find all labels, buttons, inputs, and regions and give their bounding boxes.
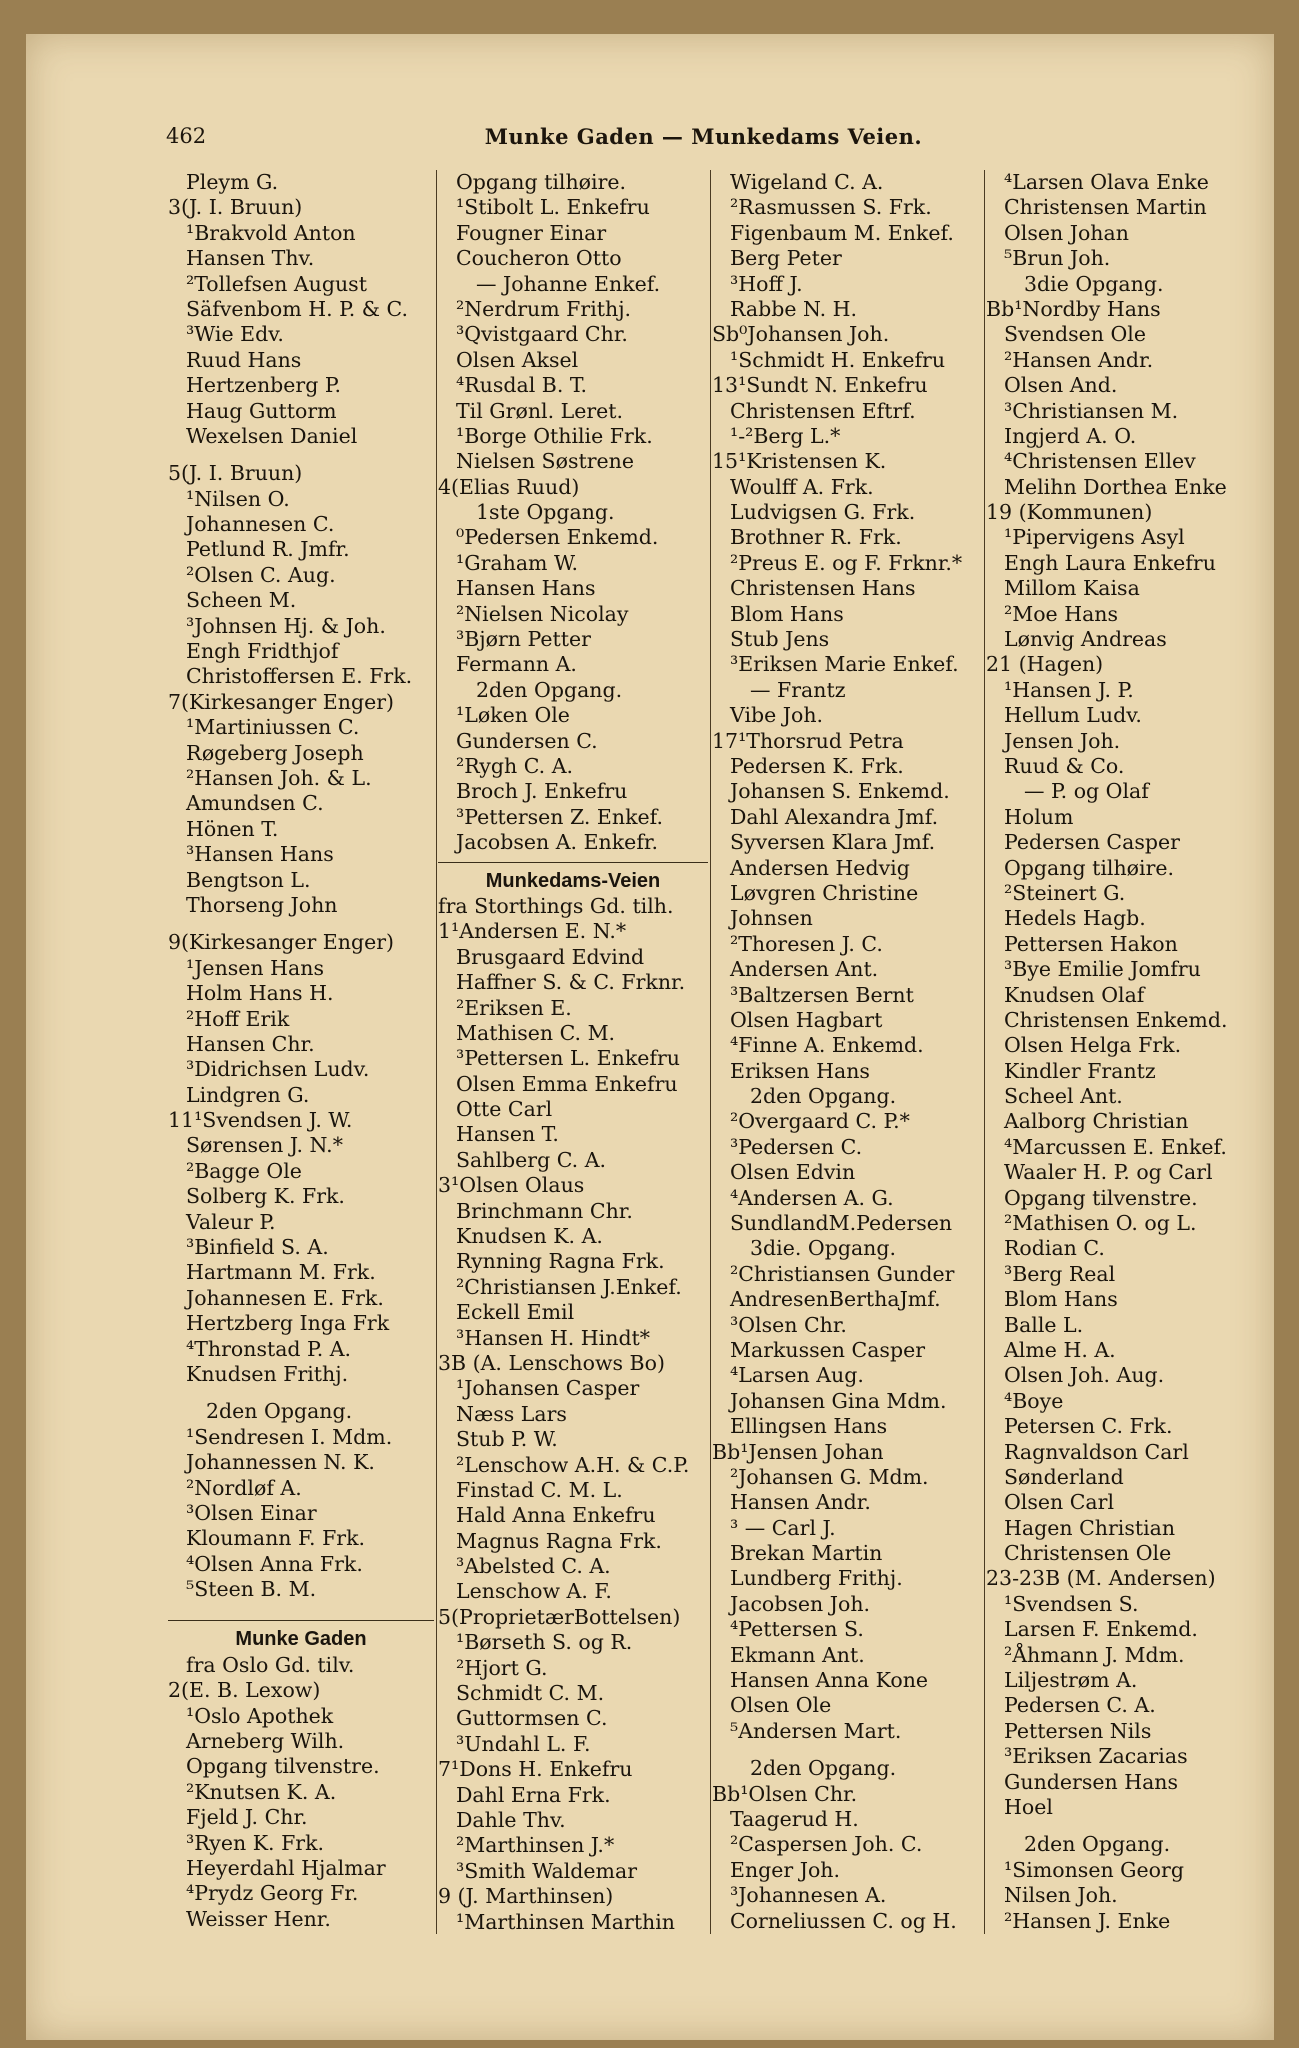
column-1 [168,170,434,1932]
directory-entry: Opgang tilvenstre. [1004,1185,1198,1210]
directory-entry: Blom Hans [730,601,844,626]
directory-entry: Jacobsen A. Enkefr. [456,830,658,855]
directory-entry: ⁰Pedersen Enkemd. [456,525,659,550]
directory-entry: Ludvigsen G. Frk. [730,500,916,525]
directory-entry: ²Bagge Ole [186,1158,302,1183]
directory-entry: 13¹Sundt N. Enkefru [712,373,928,398]
directory-entry: Gundersen C. [456,728,598,753]
directory-entry: Solberg K. Frk. [186,1184,345,1209]
directory-entry: Brinchmann Chr. [456,1198,633,1223]
directory-entry: ¹Martiniussen C. [186,715,360,740]
directory-entry: Hoel [1004,1795,1053,1819]
directory-entry: ³Hansen Hans [186,842,334,867]
directory-entry: Hansen Hans [456,576,596,601]
directory-entry: Pedersen C. A. [1004,1693,1156,1718]
directory-entry: ²Hansen Andr. [1004,347,1154,372]
directory-entry: Christensen Ole [1004,1541,1172,1566]
directory-entry: Knudsen Olaf [1004,982,1145,1007]
directory-entry: ²Nordløf A. [186,1475,302,1500]
directory-entry: Sørensen J. N.* [186,1133,343,1158]
directory-entry: fra Storthings Gd. tilh. [438,893,674,918]
directory-entry: Løvgren Christine [730,880,919,905]
directory-entry: Kindler Frantz [1004,1058,1156,1083]
directory-entry: Opgang tilhøire. [456,170,627,194]
directory-entry: 4(Elias Ruud) [438,474,580,499]
directory-entry: ²Rasmussen S. Frk. [730,195,932,220]
directory-entry: ²Rygh C. A. [456,753,574,778]
spacer [986,1820,1258,1832]
directory-entry: Millom Kaisa [1004,576,1140,601]
directory-entry: Brekan Martin [730,1541,883,1566]
directory-entry: ¹Johansen Casper [456,1376,640,1401]
directory-entry: Dahl Alexandra Jmf. [730,804,939,829]
directory-entry: Røgeberg Joseph [186,740,364,765]
directory-entry: ¹Marthinsen Marthin [456,1909,676,1934]
directory-entry: Brusgaard Edvind [456,944,645,969]
directory-entry: Johansen Gina Mdm. [730,1388,947,1413]
directory-entry: Magnus Ragna Frk. [456,1528,662,1553]
directory-entry: ⁴Larsen Aug. [730,1363,864,1388]
directory-entry: ³Berg Real [1004,1261,1116,1286]
directory-entry: Svendsen Ole [1004,322,1146,347]
directory-entry: ²Steinert G. [1004,880,1126,905]
directory-entry: Olsen And. [1004,373,1118,398]
directory-entry: 3die. Opgang. [750,1236,897,1261]
directory-entry: Thorseng John [186,892,338,917]
directory-entry: ²Hansen Joh. & L. [186,765,372,790]
directory-entry: Bb¹Jensen Johan [712,1439,884,1464]
directory-entry: ³ — Carl J. [730,1515,836,1540]
directory-entry: 3die Opgang. [1024,271,1164,296]
directory-entry: ⁴Larsen Olava Enke [1004,170,1209,194]
directory-entry: Lønvig Andreas [1004,627,1167,652]
directory-entry: ¹Svendsen S. [1004,1591,1139,1616]
directory-entry: 1¹Andersen E. N.* [438,919,627,944]
directory-entry: ²Eriksen E. [456,995,572,1020]
column-divider [436,170,437,1934]
directory-entry: ¹Simonsen Georg [1004,1857,1184,1882]
directory-entry: Engh Fridthjof [186,639,339,664]
directory-entry: 9(Kirkesanger Enger) [168,930,395,955]
directory-entry: Eriksen Hans [730,1058,870,1083]
directory-entry: Schmidt C. M. [456,1681,605,1706]
directory-entry: Olsen Johan [1004,220,1129,245]
directory-entry: Scheel Ant. [1004,1084,1123,1109]
directory-entry: Opgang tilvenstre. [186,1754,380,1779]
directory-entry: Kloumann F. Frk. [186,1526,366,1551]
directory-entry: Olsen Emma Enkefru [456,1071,678,1096]
directory-entry: ³Olsen Chr. [730,1312,847,1337]
directory-entry: 9 (J. Marthinsen) [438,1884,614,1909]
directory-entry: 7(Kirkesanger Enger) [168,689,395,714]
column-4 [986,170,1258,1934]
directory-entry: Corneliussen C. og H. [730,1908,957,1933]
directory-entry: Larsen F. Enkemd. [1004,1617,1198,1642]
directory-entry: 2den Opgang. [206,1399,353,1424]
directory-entry: Sb⁰Johansen Joh. [712,322,890,347]
directory-entry: Hertzenberg P. [186,373,342,398]
directory-entry: Heyerdahl Hjalmar [186,1856,386,1880]
directory-entry: Olsen Joh. Aug. [1004,1363,1165,1388]
spacer [168,918,434,930]
directory-entry: Johnsen [730,906,813,931]
directory-entry: Olsen Edvin [730,1160,856,1185]
directory-entry: 3(J. I. Bruun) [168,195,303,220]
directory-entry: ³Wie Edv. [186,322,284,347]
directory-entry: Johannesen E. Frk. [186,1285,384,1310]
directory-entry: Olsen Hagbart [730,1007,883,1032]
directory-entry: 21 (Hagen) [986,652,1104,677]
directory-entry: ³Eriksen Zacarias [1004,1744,1188,1769]
street-heading: Munkedams-Veien [485,869,661,892]
directory-entry: Gundersen Hans [1004,1769,1179,1794]
directory-entry: 3¹Olsen Olaus [438,1173,585,1198]
directory-entry: ¹Hansen J. P. [1004,677,1134,702]
directory-entry: Fermann A. [456,652,577,677]
directory-entry: ⁵Steen B. M. [186,1577,317,1602]
directory-entry: ²Mathisen O. og L. [1004,1211,1197,1236]
section-rule [168,1620,434,1621]
directory-entry: Ekmann Ant. [730,1642,865,1667]
directory-entry: ⁵Brun Joh. [1004,246,1111,271]
directory-entry: Pettersen Nils [1004,1718,1152,1743]
directory-entry: Syversen Klara Jmf. [730,830,936,855]
directory-entry: ²Hoff Erik [186,1006,290,1031]
directory-entry: ²Nerdrum Frithj. [456,296,632,321]
directory-entry: Rabbe N. H. [730,296,858,321]
directory-entry: Christensen Martin [1004,195,1207,220]
directory-entry: 1ste Opgang. [476,500,615,525]
directory-entry: ²Hansen J. Enke [1004,1908,1171,1933]
directory-entry: Sønderland [1004,1464,1124,1489]
directory-entry: Ragnvaldson Carl [1004,1439,1189,1464]
directory-entry: Hansen Chr. [186,1031,315,1056]
directory-entry: ⁴Boye [1004,1388,1064,1413]
directory-entry: ²Johansen G. Mdm. [730,1464,929,1489]
directory-entry: — Johanne Enkef. [476,271,661,296]
directory-entry: Dahl Erna Frk. [456,1782,611,1807]
directory-entry: Pedersen Casper [1004,830,1180,855]
directory-entry: ³Olsen Einar [186,1500,317,1525]
directory-entry: AndresenBerthaJmf. [730,1287,941,1312]
directory-entry: ²Lenschow A.H. & C.P. [456,1452,690,1477]
directory-entry: ⁴Pettersen S. [730,1617,864,1642]
directory-entry: ¹Løken Ole [456,703,570,728]
directory-entry: Ellingsen Hans [730,1414,888,1439]
directory-entry: Pettersen Hakon [1004,931,1178,956]
directory-entry: Melihn Dorthea Enke [1004,474,1227,499]
section-rule [438,862,708,863]
directory-entry: Bb¹Olsen Chr. [712,1781,858,1806]
directory-entry: Christensen Enkemd. [1004,1007,1228,1032]
directory-entry: ¹Pipervigens Asyl [1004,525,1185,550]
directory-entry: Johannessen N. K. [186,1450,375,1475]
directory-entry: Christensen Hans [730,576,916,601]
street-heading: Munke Gaden [235,1628,367,1651]
directory-entry: Liljestrøm A. [1004,1668,1138,1693]
directory-entry: 2den Opgang. [750,1756,897,1781]
directory-entry: Nielsen Søstrene [456,449,634,474]
directory-entry: Bengtson L. [186,867,311,892]
directory-entry: Finstad C. M. L. [456,1477,623,1502]
directory-entry: ¹-²Berg L.* [730,423,841,448]
directory-entry: Weisser Henr. [186,1906,331,1931]
directory-entry: ³Ryen K. Frk. [186,1830,325,1855]
directory-entry: ³Smith Waldemar [456,1858,637,1883]
directory-entry: ⁴Thronstad P. A. [186,1336,352,1361]
directory-entry: Otte Carl [456,1097,553,1122]
directory-entry: Vibe Joh. [730,703,824,728]
directory-entry: 17¹Thorsrud Petra [712,728,904,753]
directory-entry: Hagen Christian [1004,1515,1176,1540]
directory-entry: Eckell Emil [456,1300,575,1325]
directory-entry: Jacobsen Joh. [730,1591,871,1616]
directory-entry: — P. og Olaf [1024,779,1149,804]
directory-entry: 7¹Dons H. Enkefru [438,1757,633,1782]
directory-entry: Andersen Hedvig [730,855,910,880]
directory-entry: ²Nielsen Nicolay [456,601,629,626]
directory-entry: Mathisen C. M. [456,1020,616,1045]
directory-entry: ⁴Finne A. Enkemd. [730,1033,924,1058]
directory-entry: ²Caspersen Joh. C. [730,1832,923,1857]
directory-entry: Fougner Einar [456,220,607,245]
directory-entry: Knudsen K. A. [456,1224,603,1249]
directory-entry: Balle L. [1004,1312,1084,1337]
directory-entry: Opgang tilhøire. [1004,855,1175,880]
directory-entry: Lenschow A. F. [456,1579,612,1604]
directory-entry: Taagerud H. [730,1807,859,1831]
directory-entry: Blom Hans [1004,1287,1118,1312]
directory-entry: Olsen Aksel [456,347,579,372]
directory-entry: Haug Guttorm [186,398,337,423]
directory-entry: Fjeld J. Chr. [186,1805,308,1830]
directory-entry: Johansen S. Enkemd. [730,779,950,804]
directory-entry: 19 (Kommunen) [986,500,1153,525]
directory-entry: ³Eriksen Marie Enkef. [730,652,959,677]
directory-entry: 11¹Svendsen J. W. [168,1108,353,1133]
directory-entry: Engh Laura Enkefru [1004,550,1216,575]
directory-entry: 23-23B (M. Andersen) [986,1566,1216,1591]
directory-entry: Arneberg Wilh. [186,1729,345,1754]
directory-entry: Alme H. A. [1004,1337,1116,1362]
directory-entry: Petlund R. Jmfr. [186,537,350,562]
directory-entry: ³Hoff J. [730,271,803,296]
directory-entry: Stub P. W. [456,1427,558,1452]
directory-entry: Amundsen C. [186,791,324,816]
directory-entry: Hansen Thv. [186,246,315,271]
directory-entry: Wigeland C. A. [730,170,884,194]
directory-entry: Broch J. Enkefru [456,779,628,804]
directory-entry: ³Binfield S. A. [186,1235,329,1260]
directory-entry: ²Tollefsen August [186,271,367,296]
directory-entry: ²Christiansen J.Enkef. [456,1274,682,1299]
directory-entry: ⁴Christensen Ellev [1004,449,1196,474]
directory-entry: 2(E. B. Lexow) [168,1678,321,1703]
directory-entry: Bb¹Nordby Hans [986,296,1161,321]
directory-entry: SundlandM.Pedersen [730,1211,953,1236]
directory-entry: ³Abelsted C. A. [456,1554,611,1579]
directory-entry: Knudsen Frithj. [186,1361,349,1386]
directory-entry: Hedels Hagb. [1004,906,1146,931]
spacer [168,449,434,461]
directory-entry: Markussen Casper [730,1337,926,1362]
directory-entry: Hansen T. [456,1122,559,1147]
directory-entry: Guttormsen C. [456,1706,608,1731]
directory-entry: Pedersen K. Frk. [730,753,904,778]
directory-entry: Hansen Andr. [730,1490,871,1515]
directory-entry: Rodian C. [1004,1236,1105,1261]
directory-entry: ¹Børseth S. og R. [456,1630,633,1655]
directory-entry: Haffner S. & C. Frknr. [456,970,686,995]
directory-entry: Pleym G. [186,170,279,194]
directory-entry: Hönen T. [186,816,279,841]
directory-entry: ¹Graham W. [456,550,578,575]
directory-entry: Hald Anna Enkefru [456,1503,656,1528]
directory-entry: 5(ProprietærBottelsen) [438,1604,681,1629]
directory-entry: Nilsen Joh. [1004,1883,1118,1908]
directory-entry: Andersen Ant. [730,957,879,982]
directory-entry: ²Hjort G. [456,1655,548,1680]
directory-entry: ³Hansen H. Hindt* [456,1325,651,1350]
spacer [168,1602,434,1614]
directory-entry: ²Overgaard C. P.* [730,1109,910,1134]
directory-entry: Stub Jens [730,627,830,652]
directory-entry: ¹Brakvold Anton [186,220,356,245]
directory-entry: ⁴Olsen Anna Frk. [186,1551,363,1576]
directory-entry: ³Bye Emilie Jomfru [1004,957,1201,982]
directory-entry: Säfvenbom H. P. & C. [186,296,409,321]
directory-entry: Christensen Eftrf. [730,398,916,423]
directory-entry: Lindgren G. [186,1082,310,1107]
directory-entry: Valeur P. [186,1209,276,1234]
directory-entry: Hertzberg Inga Frk [186,1311,390,1336]
directory-entry: Holm Hans H. [186,981,334,1006]
directory-entry: ²Olsen C. Aug. [186,562,336,587]
directory-entry: 2den Opgang. [1024,1832,1171,1857]
directory-entry: ²Marthinsen J.* [456,1833,615,1858]
directory-entry: ³Pettersen L. Enkefru [456,1046,680,1071]
directory-entry: Brothner R. Frk. [730,525,902,550]
directory-entry: ³Qvistgaard Chr. [456,322,628,347]
directory-entry: ³Baltzersen Bernt [730,982,914,1007]
directory-entry: ²Knutsen K. A. [186,1779,337,1804]
directory-entry: Scheen M. [186,588,297,613]
directory-entry: Berg Peter [730,246,842,271]
directory-entry: Enger Joh. [730,1857,841,1882]
directory-entry: Dahle Thv. [456,1808,566,1832]
spacer [712,1744,980,1756]
directory-entry: fra Oslo Gd. tilv. [186,1652,355,1677]
directory-entry: Ingjerd A. O. [1004,423,1137,448]
directory-entry: Petersen C. Frk. [1004,1414,1173,1439]
directory-entry: Holum [1004,804,1074,829]
directory-entry: Figenbaum M. Enkef. [730,220,954,245]
directory-entry: ¹Nilsen O. [186,486,290,511]
directory-entry: ³Pedersen C. [730,1134,863,1159]
directory-entry: 5(J. I. Bruun) [168,461,303,486]
directory-entry: ¹Stibolt L. Enkefru [456,195,650,220]
directory-entry: ²Åhmann J. Mdm. [1004,1642,1185,1667]
directory-entry: ³Christiansen M. [1004,398,1179,423]
directory-entry: Hartmann M. Frk. [186,1260,376,1285]
directory-entry: ⁴Prydz Georg Fr. [186,1881,359,1906]
directory-entry: ¹Jensen Hans [186,955,324,980]
directory-entry: Rynning Ragna Frk. [456,1249,665,1274]
directory-entry: ⁴Rusdal B. T. [456,373,588,398]
directory-entry: ³Johnsen Hj. & Joh. [186,613,386,638]
directory-entry: 2den Opgang. [750,1084,897,1109]
directory-entry: Olsen Ole [730,1693,832,1718]
directory-entry: Ruud & Co. [1004,753,1125,778]
directory-entry: Waaler H. P. og Carl [1004,1160,1213,1185]
column-3 [712,170,980,1934]
column-divider [710,170,711,1934]
directory-entry: 2den Opgang. [476,677,623,702]
page-title: Munke Gaden — Munkedams Veien. [484,124,923,149]
directory-entry: Christoffersen E. Frk. [186,664,413,689]
directory-entry: Hellum Ludv. [1004,703,1142,728]
directory-entry: ¹Borge Othilie Frk. [456,423,653,448]
directory-entry: ²Preus E. og F. Frknr.* [730,550,963,575]
directory-entry: Næss Lars [456,1401,567,1426]
directory-entry: ³Didrichsen Ludv. [186,1057,370,1082]
directory-entry: 15¹Kristensen K. [712,449,887,474]
directory-entry: Hansen Anna Kone [730,1668,929,1693]
directory-entry: ¹Schmidt H. Enkefru [730,347,946,372]
column-2 [438,170,708,1935]
directory-entry: Til Grønl. Leret. [456,398,624,423]
directory-entry: ³Undahl L. F. [456,1731,591,1756]
page-header [166,124,1241,154]
directory-entry: ⁴Andersen A. G. [730,1185,894,1210]
directory-entry: ³Bjørn Petter [456,627,591,652]
directory-entry: Sahlberg C. A. [456,1147,607,1172]
directory-entry: ²Thoresen J. C. [730,931,883,956]
directory-entry: ³Johannesen A. [730,1883,887,1908]
directory-entry: Aalborg Christian [1004,1109,1189,1134]
directory-entry: 3B (A. Lenschows Bo) [438,1350,665,1375]
directory-entry: Jensen Joh. [1004,728,1121,753]
directory-entry: Johannesen C. [186,512,335,537]
spacer [168,1387,434,1399]
directory-entry: Wexelsen Daniel [186,423,358,448]
directory-entry: Lundberg Frithj. [730,1566,903,1591]
directory-entry: Ruud Hans [186,347,302,372]
directory-entry: ²Christiansen Gunder [730,1261,955,1286]
directory-entry: Olsen Carl [1004,1490,1114,1515]
directory-entry: — Frantz [750,677,846,702]
directory-entry: Olsen Helga Frk. [1004,1033,1182,1058]
column-divider [984,170,985,1934]
directory-entry: ⁵Andersen Mart. [730,1718,902,1743]
directory-entry: ¹Sendresen I. Mdm. [186,1424,393,1449]
page-number: 462 [166,124,207,148]
directory-entry: ²Moe Hans [1004,601,1119,626]
directory-entry: Coucheron Otto [456,246,622,271]
directory-entry: ¹Oslo Apothek [186,1703,334,1728]
directory-entry: ³Pettersen Z. Enkef. [456,804,664,829]
directory-entry: Woulff A. Frk. [730,474,874,499]
directory-entry: ⁴Marcussen E. Enkef. [1004,1134,1227,1159]
